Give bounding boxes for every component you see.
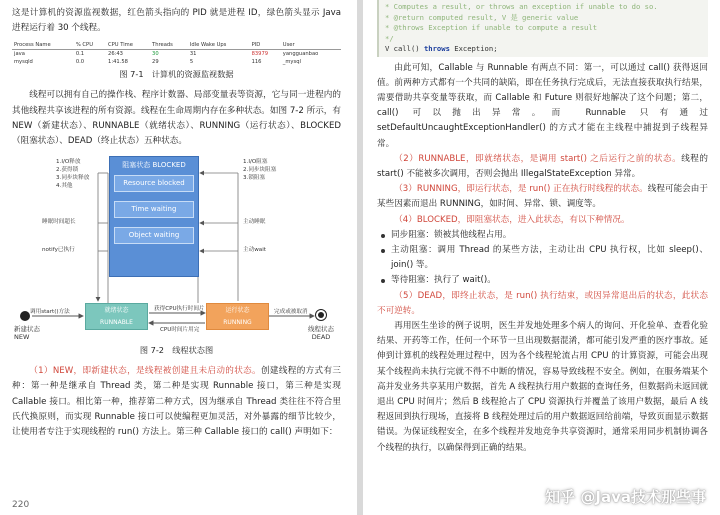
blocked-paragraph [377,213,708,228]
cell: mysqld [14,59,33,66]
table-row [12,58,341,66]
dead-paragraph [377,289,708,319]
figure-7-2-caption: 图 7-2 线程状态图 [139,345,214,356]
runnable-state-box: 就绪状态 RUNNABLE [85,303,148,330]
left-page [0,0,357,515]
page-number: 220 [12,500,30,510]
col-threads: Threads [150,41,188,50]
new-state-heading: （1）NEW，即新建状态，是线程被创建且未启动的状态。 [29,366,261,377]
col-process-name: Process Name [12,41,74,50]
list-item: 主动阻塞：调用 Thread 的某些方法，主动让出 CPU 执行权，比如 sleep()、join() 等。 [377,243,708,273]
left-note-notify: notify已执行 [42,247,75,254]
code-comment: * Computes a result, or throws an exception if unable to do so. [385,2,658,11]
runnable-paragraph [377,152,708,182]
blocked-heading: （4）BLOCKED，即阻塞状态，进入此状态，有以下种情况。 [394,214,630,225]
list-item: 同步阻塞：锁被其他线程占用。 [377,228,708,243]
get-cpu-label: 获得CPU执行时间片 [154,306,205,313]
callable-diff-paragraph: 由此可知，Callable 与 Runnable 有两点不同：第一，可以通过 call() 获得返回值。前两种方式都有一个共同的缺陷，即在任务执行完成后，无法直接获取执行结果，需要借助共享变量等获取，而 Callable 和 Future 则很好地解决了这个问题；第二，call() 可以抛出异常。而 Runnable 只有通过 setDefaultUncaughtExceptionHandler() 的方式才能在主线程中捕捉到子线程异常。 [377,62,708,149]
cell: 5 [189,59,194,66]
new-state-label: 新建状态 NEW [14,325,40,342]
finish-label: 完成或被取消 [274,309,308,316]
intro-paragraph: 这是计算机的资源监视数据，红色箭头指向的 PID 就是进程 ID，绿色箭头显示 Java 进程运行着 30 个线程。 [12,8,341,34]
running-paragraph [377,182,708,212]
cell: 116 [251,59,262,66]
thread-states-paragraph: 线程可以拥有自己的操作栈、程序计数器、局部变量表等资源，它与同一进程内的其他线程共享该进程的所有资源。线程在生命周期内存在多种状态。如图 7-2 所示，有 NEW（新建状态）、RUNNABLE（就绪状态）、RUNNING（运行状态）、BLOCKED（阻塞状态）、DEAD（终止状态）五种状态。 [12,90,341,147]
right-note-sleep: 主动睡眠 [243,219,266,226]
right-notes-block: 1.I/O阻塞 2.同步块阻塞 3.锁阻塞 [243,159,277,182]
col-cpu: % CPU [74,41,106,50]
resource-blocked-box: Resource blocked [114,175,194,192]
new-state-paragraph [12,364,341,440]
time-waiting-box: Time waiting [114,201,194,218]
new-state-text: 创建线程的方式有三种：第一种是继承自 Thread 类，第二种是实现 Runnable 接口，第三种是实现 Callable 接口。相比第一种，推荐第二种方式，因为继承自 Thread 类往往不符合里氏代换原则，而实现 Runnable 接口可以使编程更加灵活，对外暴露的细节比较少，让使用者专注于实现线程的 run() 方法上。第三种 Callable 接口的 call() 声明如下： [12,366,341,438]
doctor-example-paragraph: 再用医生坐诊的例子说明，医生并发地处理多个病人的询问、开化验单、查看化验结果、开药等工作，任何一个环节一旦出现数据混淆，都可能引发严重的医疗事故。延伸到计算机的线程处理过程中，因为各个线程轮流占用 CPU 的计算资源，可能会出现某个线程尚未执行完就不得不中断的情况，容易导致线程不安全。例如，在服务端某个高并发业务共享某用户数据，首先 A 线程执行用户数据的查询任务，但数据尚未返回就退出 CPU 时间片；然后 B 线程抢占了 CPU 资源执行并覆盖了该用户数据，最后 A 线程返回到执行现场，直接将 B 线程处理过后的用户数据返回给前端，导致页面显示数据错误。为保证线程安全，在多个线程并发地竞争共享资源时，通常采用同步机制协调各个线程的执行，以确保得到正确的结果。 [377,320,708,453]
col-user: User [281,41,341,50]
running-text: 线程可能会由于某些因素而退出 RUNNING，如时间、异常、锁、调度等。 [377,184,708,210]
running-heading: （3）RUNNING，即运行状态，是 run() 正在执行时线程的状态。 [394,184,648,195]
cell: 29 [152,59,159,66]
process-table-header [12,41,341,50]
object-waiting-box: Object waiting [114,227,194,244]
running-state-box: 运行状态 RUNNING [206,303,269,330]
cell: 83979 [251,51,269,58]
list-item: 等待阻塞：执行了 wait()。 [377,273,708,288]
thread-state-diagram [12,153,341,343]
cell: 26:43 [108,51,123,58]
table-row [12,50,341,59]
runnable-heading: （2）RUNNABLE，即就绪状态，是调用 start() 之后运行之前的状态。 [394,153,682,164]
watermark: 知乎 @Java技术那些事 [545,488,706,506]
process-table [12,41,341,66]
figure-7-1-caption: 图 7-1 计算机的资源监视数据 [119,69,234,80]
blocked-state-box [109,156,199,277]
runnable-text: 线程的 start() 不能被多次调用，否则会抛出 IllegalStateException 异常。 [377,153,708,179]
dead-state-label: 线程状态 DEAD [308,325,334,342]
col-cpu-time: CPU Time [106,41,150,50]
cell: java [14,51,25,58]
cell: _mysql [282,59,301,66]
right-page [363,0,720,515]
cell: 30 [152,51,159,58]
right-note-wait: 主动wait [243,247,266,254]
col-pid: PID [250,41,281,50]
cell: yangguanbao [282,51,319,58]
code-comment: */ [385,33,394,43]
col-idle-wake-ups: Idle Wake Ups [188,41,250,50]
cell: 1:41.58 [108,59,128,66]
cell: 31 [189,51,197,58]
code-comment: * @throws Exception if unable to compute a result [385,23,598,32]
blocked-title: 阻塞状态 BLOCKED [122,161,186,170]
dead-heading: （5）DEAD，即终止状态，是 run() 执行结束，或因异常退出后的状态，此状态不可逆转。 [377,290,708,316]
left-notes-release: 1.I/O释放 2.获得锁 3.同步块释放 4.其他 [56,159,90,190]
code-signature: V call() throws Exception; [385,44,498,53]
callable-code-block [377,0,708,57]
cpu-used-label: CPU时间片用完 [160,327,200,334]
start-call-label: 调用start()方法 [30,309,70,316]
cell: 0.0 [75,59,85,66]
left-note-sleep-timeout: 睡眠时间超长 [42,219,76,226]
cell: 0.1 [75,51,85,58]
code-comment: * @return computed result, V 是 generic value [385,12,579,22]
